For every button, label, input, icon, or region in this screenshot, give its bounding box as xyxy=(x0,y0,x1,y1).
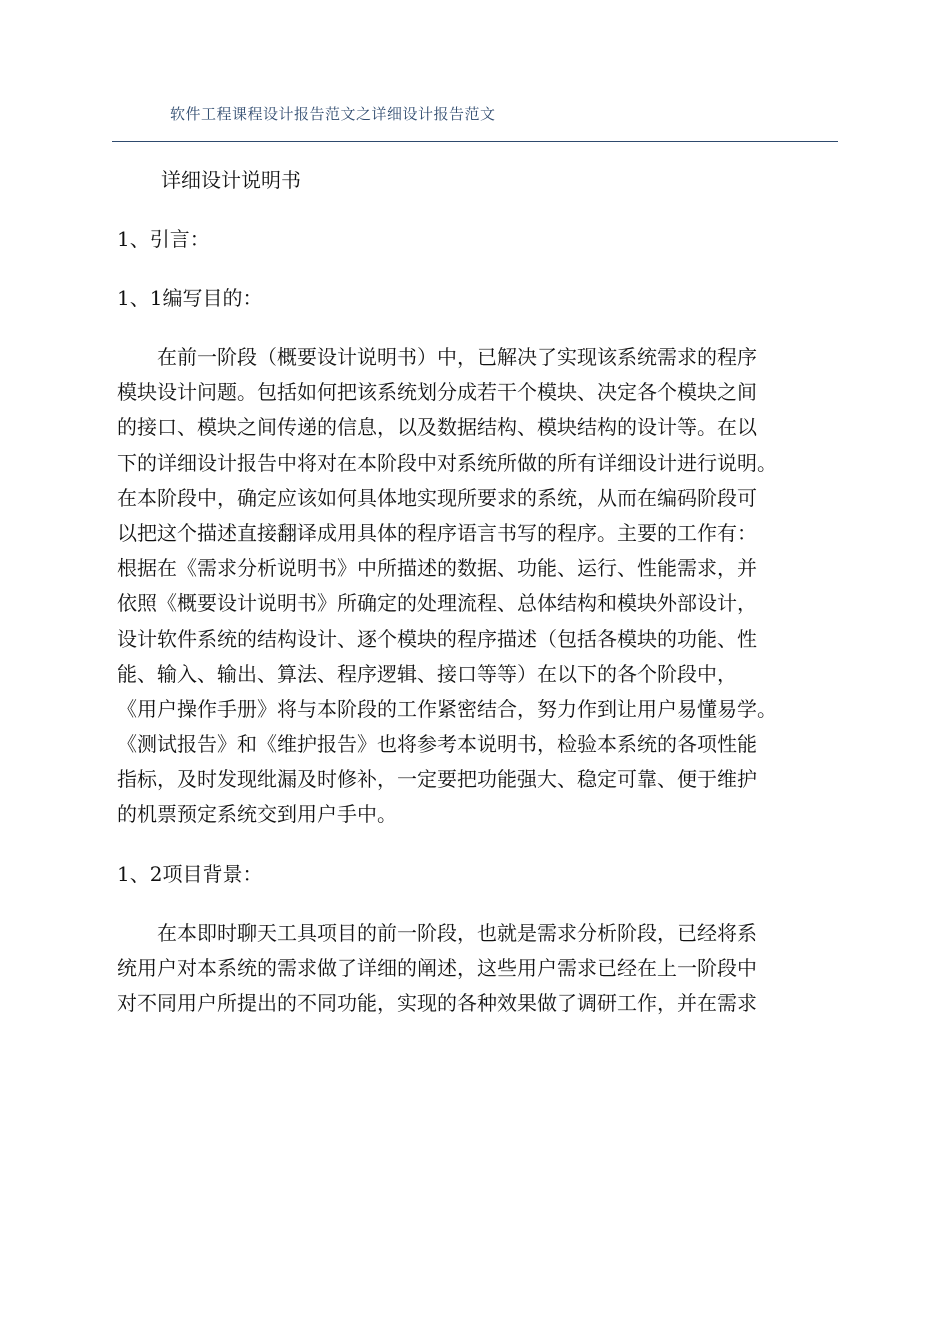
paragraph-line: 依照《概要设计说明书》所确定的处理流程、总体结构和模块外部设计， xyxy=(117,591,757,616)
paragraph-line: 《用户操作手册》将与本阶段的工作紧密结合，努力作到让用户易懂易学。 xyxy=(117,696,777,721)
paragraph-line: 模块设计问题。包括如何把该系统划分成若干个模块、决定各个模块之间 xyxy=(117,380,757,405)
paragraph-line: 以把这个描述直接翻译成用具体的程序语言书写的程序。主要的工作有： xyxy=(117,520,757,545)
paragraph-line: 能、输入、输出、算法、程序逻辑、接口等等）在以下的各个阶段中， xyxy=(117,661,737,686)
section-heading-purpose: 1、1编写目的： xyxy=(117,286,263,310)
paragraph-line: 统用户对本系统的需求做了详细的阐述，这些用户需求已经在上一阶段中 xyxy=(117,955,757,980)
paragraph-line: 在本阶段中，确定应该如何具体地实现所要求的系统，从而在编码阶段可 xyxy=(117,485,757,510)
paragraph-background xyxy=(117,916,833,1022)
paragraph-line: 《测试报告》和《维护报告》也将参考本说明书，检验本系统的各项性能 xyxy=(117,732,757,757)
paragraph-line: 设计软件系统的结构设计、逐个模块的程序描述（包括各模块的功能、性 xyxy=(117,626,757,651)
paragraph-purpose xyxy=(117,340,833,833)
paragraph-line: 根据在《需求分析说明书》中所描述的数据、功能、运行、性能需求，并 xyxy=(117,556,757,581)
paragraph-line: 在前一阶段（概要设计说明书）中，已解决了实现该系统需求的程序 xyxy=(117,345,757,369)
paragraph-line: 的接口、模块之间传递的信息，以及数据结构、模块结构的设计等。在以 xyxy=(117,415,757,440)
paragraph-line: 在本即时聊天工具项目的前一阶段，也就是需求分析阶段，已经将系 xyxy=(117,920,757,945)
paragraph-line: 对不同用户所提出的不同功能，实现的各种效果做了调研工作，并在需求 xyxy=(117,991,757,1015)
document-body xyxy=(117,163,833,1045)
running-header: 软件工程课程设计报告范文之详细设计报告范文 xyxy=(170,105,496,123)
section-heading-introduction: 1、引言： xyxy=(117,227,210,251)
document-title: 详细设计说明书 xyxy=(161,168,301,192)
section-heading-background: 1、2项目背景： xyxy=(117,861,263,886)
paragraph-line: 指标，及时发现纰漏及时修补，一定要把功能强大、稳定可靠、便于维护 xyxy=(117,767,757,792)
paragraph-line: 下的详细设计报告中将对在本阶段中对系统所做的所有详细设计进行说明。 xyxy=(117,450,777,475)
paragraph-line: 的机票预定系统交到用户手中。 xyxy=(117,802,397,827)
header-divider xyxy=(112,141,838,142)
